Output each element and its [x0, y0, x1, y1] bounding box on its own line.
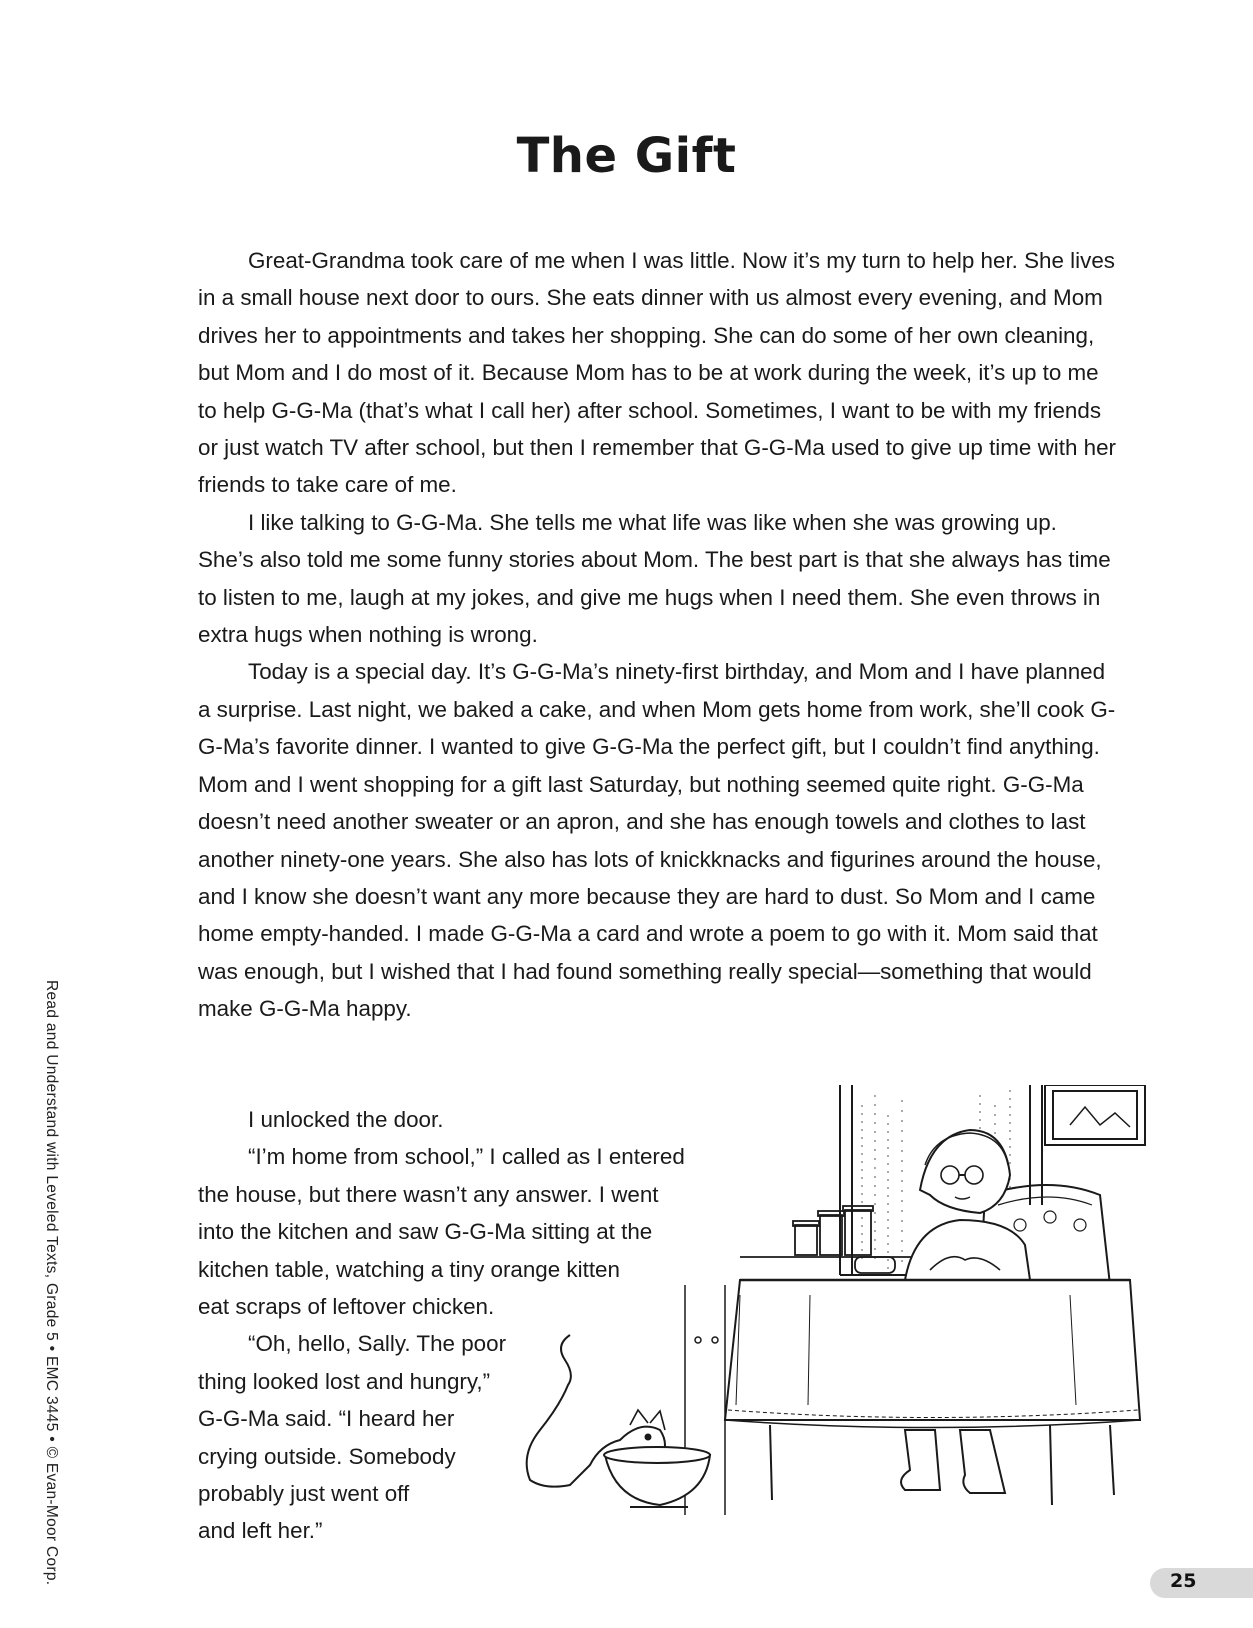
- paragraph-2: I like talking to G-G-Ma. She tells me what life was like when she was growing up. She’s also told me some funny stories about Mom. The best part is that she always has time to listen to me, laugh at my jokes, and give me hugs when I need them. She even throws in extra hugs when nothing is wrong.: [198, 509, 1111, 648]
- side-credit: Read and Understand with Leveled Texts, Grade 5 • EMC 3445 • © Evan-Moor Corp.: [43, 980, 60, 1586]
- paragraph-1: Great-Grandma took care of me when I was little. Now it’s my turn to help her. She lives in a small house next door to ours. She eats dinner with us almost every evening, and Mom drives her to appointments and takes her shopping. She can do some of her own cleaning, but Mom and I do most of it. Because Mom has to be at work during the week, it’s up to me to help G-G-Ma (that’s what I call her) after school. Sometimes, I want to be with my friends or just watch TV after school, but then I remember that G-G-Ma used to give up time with her friends to take care of me.: [198, 248, 1117, 498]
- text-line: probably just went off: [198, 1481, 410, 1507]
- text-line: G-G-Ma said. “I heard her: [198, 1406, 455, 1432]
- kitchen-illustration: [510, 1085, 1160, 1545]
- page-number: 25: [1170, 1570, 1197, 1592]
- text-line: eat scraps of leftover chicken.: [198, 1294, 495, 1320]
- page-title: The Gift: [516, 128, 737, 184]
- story-body: [198, 242, 1118, 1028]
- text-line: thing looked lost and hungry,”: [198, 1368, 491, 1394]
- text-line: into the kitchen and saw G-G-Ma sitting at the: [198, 1219, 653, 1245]
- text-line: crying outside. Somebody: [198, 1443, 456, 1469]
- text-line: kitchen table, watching a tiny orange kitten: [198, 1256, 620, 1282]
- text-line: I unlocked the door.: [248, 1107, 444, 1132]
- paragraph-3: Today is a special day. It’s G-G-Ma’s ninety-first birthday, and Mom and I have planned a surprise. Last night, we baked a cake, and when Mom gets home from work, she’ll cook G-G-Ma’s favorite dinner. I wanted to give G-G-Ma the perfect gift, but I couldn’t find anything. Mom and I went shopping for a gift last Saturday, but nothing seemed quite right. G-G-Ma doesn’t need another sweater or an apron, and she has enough towels and clothes to last another ninety-one years. She also has lots of knickknacks and figurines around the house, and I know she doesn’t want any more because they are hard to dust. So Mom and I came home empty-handed. I made G-G-Ma a card and wrote a poem to go with it. Mom said that was enough, but I wished that I had found something really special—something that would make G-G-Ma happy.: [198, 659, 1116, 1022]
- bowl-illustration: [604, 1447, 710, 1507]
- text-line: and left her.”: [198, 1518, 323, 1544]
- page-number-tab: [1150, 1568, 1253, 1598]
- feet-illustration: [901, 1430, 1005, 1493]
- text-line: the house, but there wasn’t any answer. I went: [198, 1181, 659, 1207]
- text-line: “I’m home from school,” I called as I entered: [248, 1144, 685, 1170]
- text-line: “Oh, hello, Sally. The poor: [248, 1331, 507, 1357]
- grandma-illustration: [905, 1130, 1030, 1280]
